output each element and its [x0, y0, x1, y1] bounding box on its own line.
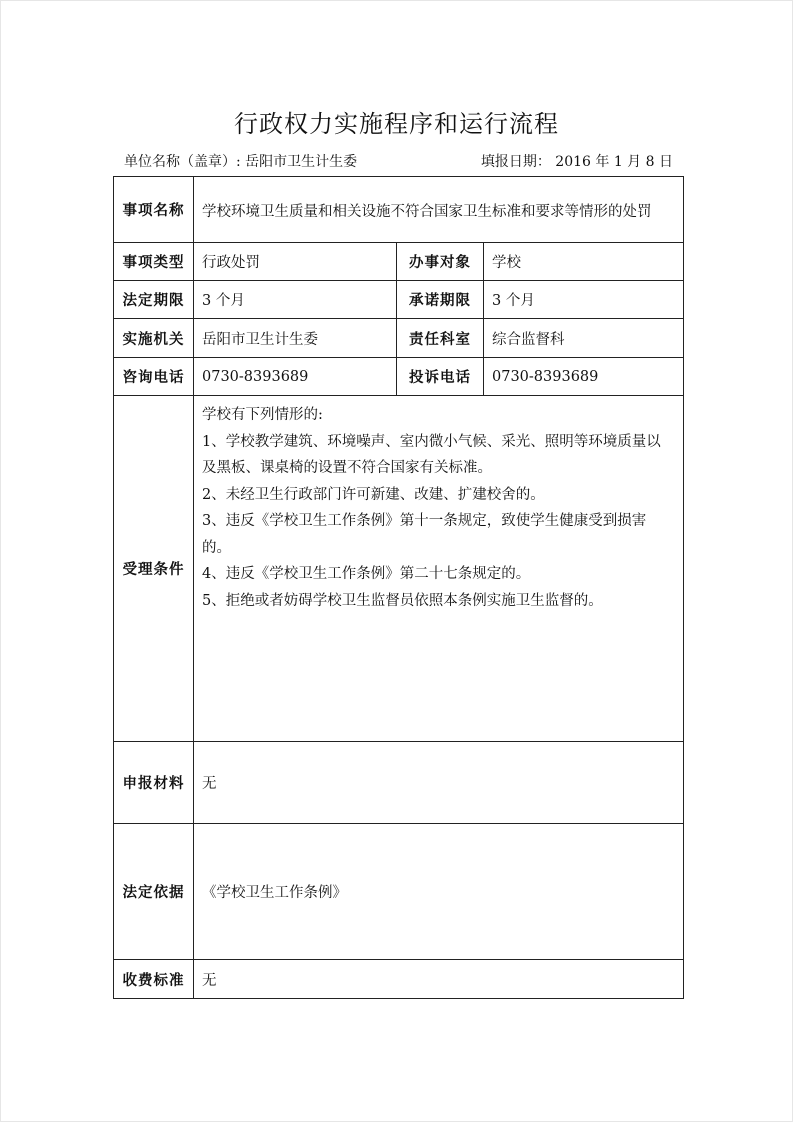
- condition-line: 2、未经卫生行政部门许可新建、改建、扩建校舍的。: [202, 486, 545, 503]
- condition-line: 3、违反《学校卫生工作条例》第十一条规定，致使学生健康受到损害的。: [202, 513, 647, 556]
- complaint-phone-value: 0730-8393689: [484, 358, 684, 396]
- table-row: [114, 358, 684, 396]
- materials-value: 无: [194, 742, 684, 824]
- legal-period-label: 法定期限: [114, 281, 194, 319]
- legal-basis-value: 《学校卫生工作条例》: [194, 824, 684, 960]
- condition-line: 5、拒绝或者妨碍学校卫生监督员依照本条例实施卫生监督的。: [202, 592, 603, 609]
- conditions-label: 受理条件: [114, 396, 194, 742]
- agency-value: 岳阳市卫生计生委: [194, 319, 397, 358]
- department-value: 综合监督科: [484, 319, 684, 358]
- table-row: [114, 824, 684, 960]
- form-table: [113, 176, 684, 999]
- date-info: [481, 151, 673, 171]
- legal-period-value: 3 个月: [194, 281, 397, 319]
- promised-period-value: 3 个月: [484, 281, 684, 319]
- fee-standard-value: 无: [194, 960, 684, 999]
- unit-value: 岳阳市卫生计生委: [245, 154, 358, 170]
- item-name-value: 学校环境卫生质量和相关设施不符合国家卫生标准和要求等情形的处罚: [194, 177, 684, 243]
- condition-line: 学校有下列情形的:: [202, 407, 323, 423]
- date-value: 2016 年 1 月 8 日: [555, 154, 673, 170]
- item-type-value: 行政处罚: [194, 243, 397, 281]
- table-row: [114, 281, 684, 319]
- unit-label: 单位名称（盖章）:: [124, 154, 241, 170]
- condition-line: 4、违反《学校卫生工作条例》第二十七条规定的。: [202, 566, 531, 582]
- target-value: 学校: [484, 243, 684, 281]
- promised-period-label: 承诺期限: [397, 281, 484, 319]
- target-label: 办事对象: [397, 243, 484, 281]
- unit-info: [124, 151, 357, 171]
- table-row: [114, 319, 684, 358]
- document-title: 行政权力实施程序和运行流程: [234, 110, 559, 138]
- materials-label: 申报材料: [114, 742, 194, 824]
- condition-line: 1、学校教学建筑、环境噪声、室内微小气候、采光、照明等环境质量以及黑板、课桌椅的设置不符合国家有关标准。: [202, 433, 661, 476]
- conditions-value: [194, 396, 684, 742]
- table-row: [114, 742, 684, 824]
- department-label: 责任科室: [397, 319, 484, 358]
- table-row: [114, 396, 684, 742]
- table-row: [114, 243, 684, 281]
- meta-row: [124, 151, 673, 173]
- consult-phone-label: 咨询电话: [114, 358, 194, 396]
- item-name-label: 事项名称: [114, 177, 194, 243]
- table-row: [114, 177, 684, 243]
- consult-phone-value: 0730-8393689: [194, 358, 397, 396]
- legal-basis-label: 法定依据: [114, 824, 194, 960]
- table-row: [114, 960, 684, 999]
- date-label: 填报日期：: [480, 154, 551, 170]
- complaint-phone-label: 投诉电话: [397, 358, 484, 396]
- item-type-label: 事项类型: [114, 243, 194, 281]
- agency-label: 实施机关: [114, 319, 194, 358]
- fee-standard-label: 收费标准: [114, 960, 194, 999]
